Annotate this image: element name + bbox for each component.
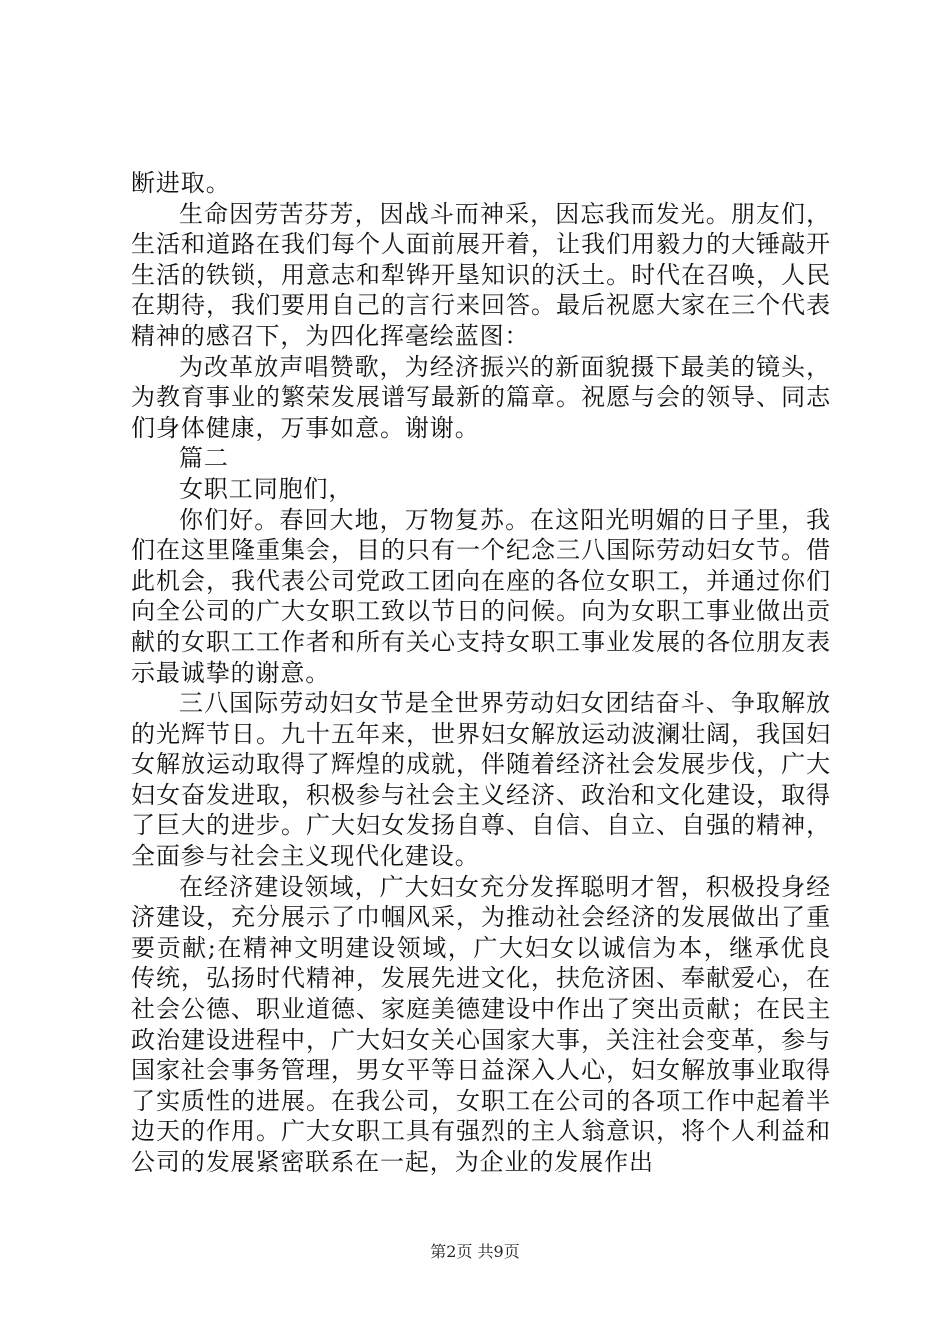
paragraph-2: 生命因劳苦芬芳，因战斗而神采，因忘我而发光。朋友们，生活和道路在我们每个人面前展开着，让我们用毅力的大锤敲开生活的铁锁，用意志和犁铧开垦知识的沃土。时代在召唤，人民在期待，我们要用自己的言行来回答。最后祝愿大家在三个代表精神的感召下，为四化挥毫绘蓝图：	[131, 199, 831, 350]
paragraph-1: 断进取。	[131, 169, 231, 197]
document-body	[131, 168, 831, 1178]
page-number-footer: 第2页 共9页	[430, 1242, 520, 1261]
salutation: 女职工同胞们，	[179, 474, 354, 503]
paragraph-6: 你们好。春回大地，万物复苏。在这阳光明媚的日子里，我们在这里隆重集会，目的只有一个纪念三八国际劳动妇女节。借此机会，我代表公司党政工团向在座的各位女职工，并通过你们向全公司的广大女职工致以节日的问候。向为女职工事业做出贡献的女职工工作者和所有关心支持女职工事业发展的各位朋友表示最诚挚的谢意。	[131, 505, 831, 687]
section-heading: 篇二	[179, 444, 229, 473]
paragraph-7: 三八国际劳动妇女节是全世界劳动妇女团结奋斗、争取解放的光辉节日。九十五年来，世界妇女解放运动波澜壮阔，我国妇女解放运动取得了辉煌的成就，伴随着经济社会发展步伐，广大妇女奋发进取，积极参与社会主义经济、政治和文化建设，取得了巨大的进步。广大妇女发扬自尊、自信、自立、自强的精神，全面参与社会主义现代化建设。	[131, 689, 831, 871]
paragraph-8: 在经济建设领域，广大妇女充分发挥聪明才智，积极投身经济建设，充分展示了巾帼风采，为推动社会经济的发展做出了重要贡献;在精神文明建设领域，广大妇女以诚信为本，继承优良传统，弘扬时代精神，发展先进文化，扶危济困、奉献爱心，在社会公德、职业道德、家庭美德建设中作出了突出贡献；在民主政治建设进程中，广大妇女关心国家大事，关注社会变革，参与国家社会事务管理，男女平等日益深入人心，妇女解放事业取得了实质性的进展。在我公司，女职工在公司的各项工作中起着半边天的作用。广大女职工具有强烈的主人翁意识，将个人利益和公司的发展紧密联系在一起，为企业的发展作出	[131, 872, 831, 1176]
paragraph-3: 为改革放声唱赞歌，为经济振兴的新面貌摄下最美的镜头，为教育事业的繁荣发展谱写最新的篇章。祝愿与会的领导、同志们身体健康，万事如意。谢谢。	[131, 352, 831, 442]
